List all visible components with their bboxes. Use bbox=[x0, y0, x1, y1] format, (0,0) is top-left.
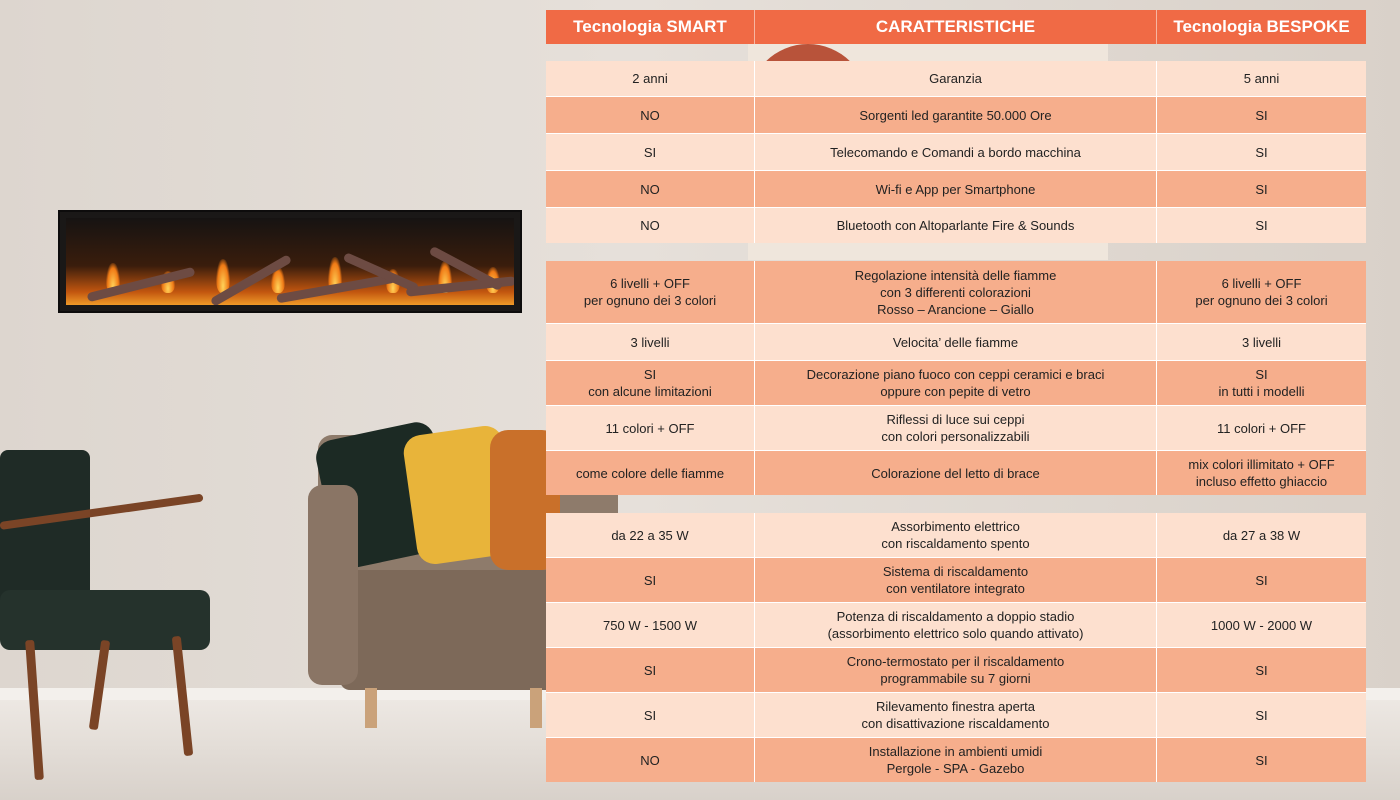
cell-feature: Bluetooth con Altoparlante Fire & Sounds bbox=[755, 208, 1157, 243]
cell-smart: 3 livelli bbox=[546, 324, 755, 360]
table-row bbox=[546, 513, 1366, 557]
table-row bbox=[546, 360, 1366, 405]
cell-smart: SI bbox=[546, 134, 755, 170]
cell-feature: Assorbimento elettrico con riscaldamento spento bbox=[755, 513, 1157, 557]
cell-smart: 6 livelli + OFF per ognuno dei 3 colori bbox=[546, 261, 755, 323]
table-row bbox=[546, 323, 1366, 360]
cell-bespoke: 5 anni bbox=[1157, 61, 1366, 96]
table-group-3 bbox=[546, 513, 1366, 782]
cell-smart: NO bbox=[546, 208, 755, 243]
cell-smart: da 22 a 35 W bbox=[546, 513, 755, 557]
table-row bbox=[546, 557, 1366, 602]
table-row bbox=[546, 737, 1366, 782]
cell-bespoke: SI bbox=[1157, 97, 1366, 133]
cell-feature: Sistema di riscaldamento con ventilatore integrato bbox=[755, 558, 1157, 602]
table-row bbox=[546, 647, 1366, 692]
cell-feature: Rilevamento finestra aperta con disattivazione riscaldamento bbox=[755, 693, 1157, 737]
cell-feature: Installazione in ambienti umidi Pergole - SPA - Gazebo bbox=[755, 738, 1157, 782]
table-header bbox=[546, 10, 1366, 44]
cell-bespoke: 11 colori + OFF bbox=[1157, 406, 1366, 450]
table-row bbox=[546, 133, 1366, 170]
comparison-table bbox=[546, 10, 1366, 782]
cell-bespoke: SI bbox=[1157, 693, 1366, 737]
table-row bbox=[546, 61, 1366, 96]
cell-bespoke: SI bbox=[1157, 208, 1366, 243]
cell-bespoke: 6 livelli + OFF per ognuno dei 3 colori bbox=[1157, 261, 1366, 323]
table-row bbox=[546, 96, 1366, 133]
cell-feature: Velocita’ delle fiamme bbox=[755, 324, 1157, 360]
table-row bbox=[546, 170, 1366, 207]
cell-bespoke: SI bbox=[1157, 134, 1366, 170]
cell-smart: 11 colori + OFF bbox=[546, 406, 755, 450]
cell-smart: NO bbox=[546, 97, 755, 133]
cell-feature: Wi-fi e App per Smartphone bbox=[755, 171, 1157, 207]
cell-bespoke: SI bbox=[1157, 558, 1366, 602]
fireplace-flames bbox=[66, 218, 514, 305]
armchair-back bbox=[0, 450, 90, 610]
cell-bespoke: SI bbox=[1157, 738, 1366, 782]
cell-bespoke: mix colori illimitato + OFF incluso effetto ghiaccio bbox=[1157, 451, 1366, 495]
cell-bespoke: 3 livelli bbox=[1157, 324, 1366, 360]
cell-bespoke: SI bbox=[1157, 648, 1366, 692]
table-row bbox=[546, 602, 1366, 647]
sofa-arm bbox=[308, 485, 358, 685]
table-row bbox=[546, 261, 1366, 323]
cell-bespoke: 1000 W - 2000 W bbox=[1157, 603, 1366, 647]
header-features: CARATTERISTICHE bbox=[755, 10, 1157, 44]
cell-smart: SI bbox=[546, 558, 755, 602]
table-row bbox=[546, 405, 1366, 450]
cell-bespoke: da 27 a 38 W bbox=[1157, 513, 1366, 557]
cell-smart: NO bbox=[546, 738, 755, 782]
cell-feature: Riflessi di luce sui ceppi con colori personalizzabili bbox=[755, 406, 1157, 450]
cell-feature: Garanzia bbox=[755, 61, 1157, 96]
table-group-1 bbox=[546, 61, 1366, 243]
cell-smart: SI bbox=[546, 648, 755, 692]
cell-bespoke: SI in tutti i modelli bbox=[1157, 361, 1366, 405]
table-group-2 bbox=[546, 261, 1366, 495]
cell-feature: Sorgenti led garantite 50.000 Ore bbox=[755, 97, 1157, 133]
cell-smart: 2 anni bbox=[546, 61, 755, 96]
cell-feature: Crono-termostato per il riscaldamento programmabile su 7 giorni bbox=[755, 648, 1157, 692]
cell-smart: 750 W - 1500 W bbox=[546, 603, 755, 647]
cell-feature: Telecomando e Comandi a bordo macchina bbox=[755, 134, 1157, 170]
cell-smart: SI bbox=[546, 693, 755, 737]
header-smart: Tecnologia SMART bbox=[546, 10, 755, 44]
table-row bbox=[546, 207, 1366, 243]
cell-feature: Decorazione piano fuoco con ceppi ceramici e braci oppure con pepite di vetro bbox=[755, 361, 1157, 405]
cell-smart: come colore delle fiamme bbox=[546, 451, 755, 495]
header-bespoke: Tecnologia BESPOKE bbox=[1157, 10, 1366, 44]
cell-smart: NO bbox=[546, 171, 755, 207]
table-row bbox=[546, 450, 1366, 495]
table-row bbox=[546, 692, 1366, 737]
cell-feature: Regolazione intensità delle fiamme con 3 differenti colorazioni Rosso – Arancione – Giallo bbox=[755, 261, 1157, 323]
cell-bespoke: SI bbox=[1157, 171, 1366, 207]
cell-smart: SI con alcune limitazioni bbox=[546, 361, 755, 405]
electric-fireplace bbox=[58, 210, 522, 313]
cell-feature: Potenza di riscaldamento a doppio stadio (assorbimento elettrico solo quando attivato) bbox=[755, 603, 1157, 647]
cell-feature: Colorazione del letto di brace bbox=[755, 451, 1157, 495]
